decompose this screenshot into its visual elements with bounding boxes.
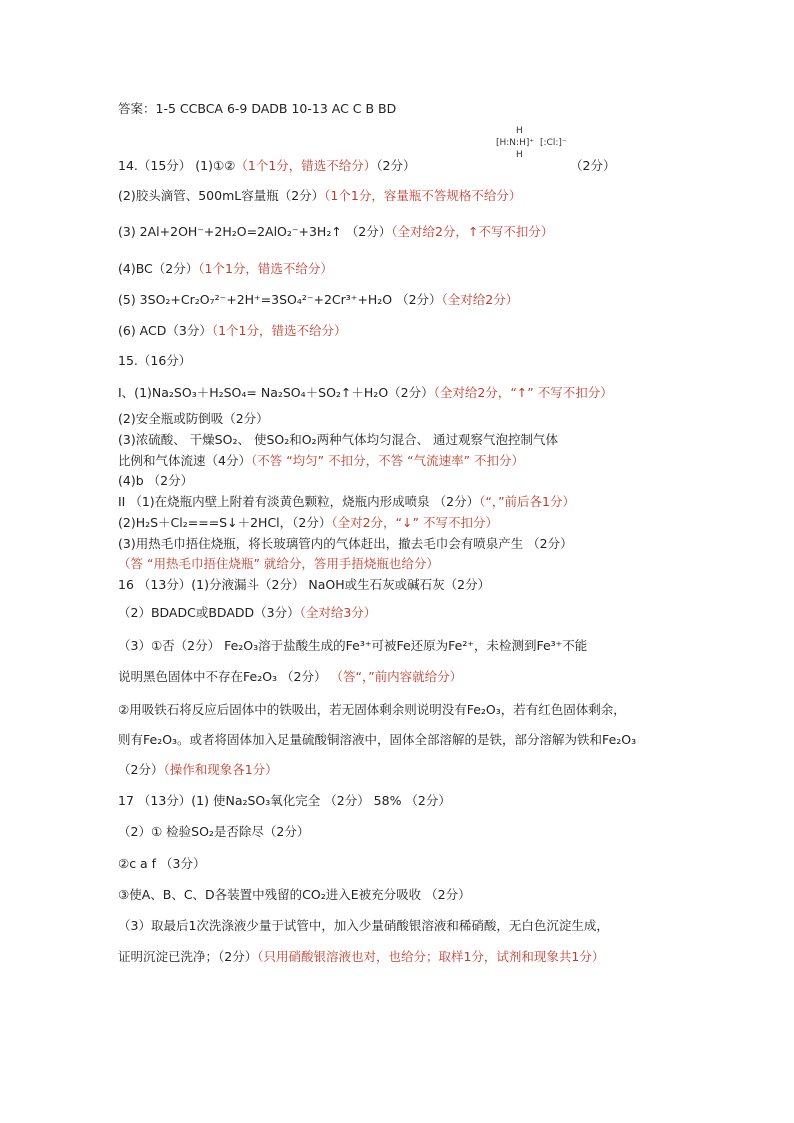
- lewis-chloride: [:Cl:]⁻: [540, 138, 567, 148]
- answer-line: [118, 292, 518, 308]
- answer-text: 答案：1-5 CCBCA 6-9 DADB 10-13 AC C B BD: [118, 101, 397, 116]
- answer-line: [118, 261, 333, 277]
- answer-line: [118, 793, 451, 809]
- answer-text: (3)浓硫酸、 干燥SO₂、 使SO₂和O₂两种气体均匀混合、 通过观察气泡控制气体: [118, 432, 559, 447]
- grading-note: （答 “用热毛巾捂住烧瓶” 就给分，答用手捂烧瓶也给分）: [118, 556, 439, 571]
- grading-note: （不答 “均匀” 不扣分，不答 “气流速率” 不扣分）: [250, 453, 525, 468]
- answer-line: [118, 473, 193, 489]
- answer-text: (4)BC（2分）: [118, 261, 199, 276]
- answer-text: (2)胶头滴管、500mL容量瓶（2分）: [118, 188, 325, 203]
- answer-text: I、(1)Na₂SO₃＋H₂SO₄= Na₂SO₄＋SO₂↑＋H₂O（2分）: [118, 385, 434, 400]
- grading-note: （答“，”前内容就给分）: [330, 669, 463, 684]
- grading-note: （全对给2分）: [441, 292, 519, 307]
- answer-text: (2)安全瓶或防倒吸（2分）: [118, 411, 269, 426]
- answer-text: （2分）: [376, 158, 416, 173]
- answer-line: [118, 762, 278, 778]
- answer-line: [118, 323, 346, 339]
- answer-line: [118, 515, 498, 531]
- answer-text: 17 （13分）(1) 使Na₂SO₃氧化完全 （2分） 58% （2分）: [118, 793, 451, 808]
- answer-line: [118, 188, 521, 204]
- answer-text: (2)H₂S＋Cl₂===S↓＋2HCl，（2分）: [118, 515, 332, 530]
- answer-text: ③使A、B、C、D各装置中残留的CO₂进入E被充分吸收 （2分）: [118, 887, 471, 902]
- answer-line: [118, 411, 269, 427]
- grading-note: （全对给2分，“↑” 不写不扣分）: [433, 385, 613, 400]
- grading-note: （“，”前后各1分）: [479, 494, 576, 509]
- answer-line: [118, 453, 524, 469]
- answer-line: [118, 856, 206, 872]
- answer-text: (4)b （2分）: [118, 473, 194, 488]
- grading-note: （全对给3分）: [299, 605, 377, 620]
- answer-line: [118, 158, 416, 174]
- answer-text: II （1)在烧瓶内壁上附着有淡黄色颗粒，烧瓶内形成喷泉 （2分）: [118, 494, 480, 509]
- answer-line: [118, 385, 613, 401]
- answer-line: [118, 949, 604, 965]
- answer-line: [118, 638, 587, 654]
- answer-text: 14.（15分） (1)①②: [118, 158, 236, 173]
- answer-text: 16 （13分）(1)分液漏斗（2分） NaOH或生石灰或碱石灰（2分）: [118, 577, 491, 592]
- answer-line: [118, 101, 396, 117]
- answer-line: [118, 432, 558, 448]
- lewis-h-top: H: [516, 126, 523, 136]
- grading-note: （1个1分，错选不给分）: [198, 261, 333, 276]
- answer-text: （2）BDADC或BDADD（3分）: [118, 605, 300, 620]
- answer-text: (3) 2Al+2OH⁻+2H₂O=2AlO₂⁻+3H₂↑ （2分）: [118, 224, 392, 239]
- answer-text: (3)用热毛巾捂住烧瓶，将长玻璃管内的气体赶出，撤去毛巾会有喷泉产生 （2分）: [118, 536, 573, 551]
- grading-note: （操作和现象各1分）: [163, 762, 278, 777]
- answer-line: [118, 494, 575, 510]
- grading-note: （1个1分，错选不给分）: [235, 158, 377, 173]
- answer-text: （2分）: [118, 762, 164, 777]
- answer-text: 则有Fe₂O₃。或者将固体加入足量硫酸铜溶液中，固体全部溶解的是铁，部分溶解为铁和Fe₂O₃: [118, 732, 637, 747]
- answer-line: [118, 918, 609, 934]
- answer-line: [118, 605, 376, 621]
- answer-line: [118, 577, 490, 593]
- ammonium-chloride-lewis-structure: [496, 126, 566, 164]
- grading-note: （全对2分，“↓” 不写不扣分）: [331, 515, 498, 530]
- answer-text: （2）① 检验SO₂是否除尽（2分）: [118, 824, 310, 839]
- answer-line: [118, 824, 309, 840]
- answer-line: [118, 353, 191, 369]
- answer-text: （3）取最后1次洗涤液少量于试管中，加入少量硝酸银溶液和稀硝酸，无白色沉淀生成，: [118, 918, 609, 933]
- answer-text: ②c a f （3分）: [118, 856, 206, 871]
- grading-note: （只用硝酸银溶液也对，也给分；取样1分，试剂和现象共1分）: [257, 949, 605, 964]
- lewis-ammonium: [H:N:H]⁺: [496, 138, 535, 148]
- answer-text: 说明黑色固体中不存在Fe₂O₃ （2分）: [118, 669, 331, 684]
- answer-line: [118, 669, 462, 685]
- grading-note: （1个1分，容量瓶不答规格不给分）: [324, 188, 522, 203]
- answer-line: [118, 702, 626, 718]
- answer-text: (5) 3SO₂+Cr₂O₇²⁻+2H⁺=3SO₄²⁻+2Cr³⁺+H₂O （2分）: [118, 292, 442, 307]
- answer-text: (6) ACD（3分）: [118, 323, 212, 338]
- answer-line: [118, 887, 471, 903]
- answer-text: ②用吸铁石将反应后固体中的铁吸出，若无固体剩余则说明没有Fe₂O₃，若有红色固体剩余，: [118, 702, 626, 717]
- answer-text: （3）①否（2分） Fe₂O₃溶于盐酸生成的Fe³⁺可被Fe还原为Fe²⁺，未检测到Fe³⁺不能: [118, 638, 588, 653]
- grading-note: （全对给2分，↑不写不扣分）: [391, 224, 554, 239]
- answer-line: [118, 556, 439, 572]
- answer-text: 15.（16分）: [118, 353, 192, 368]
- grading-note: （1个1分，错选不给分）: [211, 323, 347, 338]
- answer-text: 比例和气体流速（4分）: [118, 453, 251, 468]
- answer-text: 证明沉淀已洗净；（2分）: [118, 949, 258, 964]
- lewis-h-bottom: H: [516, 150, 523, 160]
- answer-line: [118, 732, 636, 748]
- answer-line: [118, 224, 553, 240]
- lewis-score: （2分）: [570, 158, 616, 173]
- answer-line: [118, 536, 573, 552]
